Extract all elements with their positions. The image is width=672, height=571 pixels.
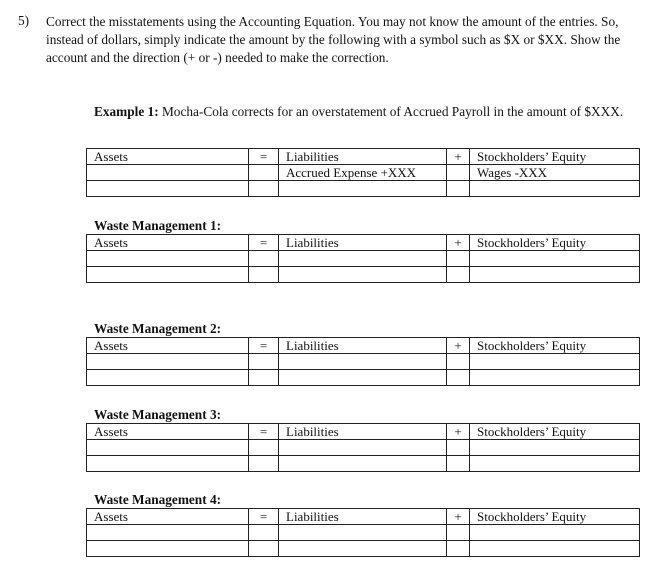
example-heading <box>94 104 634 120</box>
section-label-wm2: Waste Management 2: <box>94 321 222 336</box>
assets-entry[interactable] <box>87 251 249 267</box>
table-row <box>87 440 640 456</box>
liabilities-header: Liabilities <box>279 338 447 354</box>
assets-entry <box>87 165 249 181</box>
equals-cell <box>249 165 279 181</box>
assets-header: Assets <box>87 149 249 165</box>
table-row <box>87 251 640 267</box>
equity-entry[interactable] <box>470 541 640 557</box>
equity-entry[interactable] <box>470 267 640 283</box>
assets-entry[interactable] <box>87 525 249 541</box>
plus-sign: + <box>447 235 470 251</box>
plus-sign: + <box>447 149 470 165</box>
liabilities-header: Liabilities <box>279 149 447 165</box>
equation-table-wm1 <box>86 234 640 283</box>
equation-table-wm3 <box>86 423 640 472</box>
assets-header: Assets <box>87 424 249 440</box>
example-description: Mocha-Cola corrects for an overstatement of Accrued Payroll in the amount of $XXX. <box>161 104 624 119</box>
equity-header: Stockholders’ Equity <box>470 509 640 525</box>
table-row <box>87 541 640 557</box>
table-row <box>87 267 640 283</box>
section-label-wm1: Waste Management 1: <box>94 218 222 233</box>
liability-entry[interactable] <box>279 370 447 386</box>
equity-header: Stockholders’ Equity <box>470 424 640 440</box>
plus-sign: + <box>447 338 470 354</box>
section-label-wm4: Waste Management 4: <box>94 492 222 507</box>
plus-cell <box>447 165 470 181</box>
equity-entry <box>470 181 640 197</box>
equity-entry[interactable] <box>470 456 640 472</box>
liability-entry[interactable] <box>279 251 447 267</box>
equation-table-wm4 <box>86 508 640 557</box>
liability-entry[interactable] <box>279 354 447 370</box>
assets-header: Assets <box>87 509 249 525</box>
table-header-row <box>87 424 640 440</box>
liabilities-header: Liabilities <box>279 424 447 440</box>
assets-entry[interactable] <box>87 456 249 472</box>
equity-entry[interactable] <box>470 440 640 456</box>
equation-table-wm2 <box>86 337 640 386</box>
liabilities-header: Liabilities <box>279 509 447 525</box>
equity-header: Stockholders’ Equity <box>470 149 640 165</box>
equity-entry[interactable] <box>470 525 640 541</box>
liability-entry[interactable] <box>279 525 447 541</box>
table-row <box>87 525 640 541</box>
question-number: 5) <box>18 13 30 28</box>
liability-entry[interactable] <box>279 440 447 456</box>
assets-entry[interactable] <box>87 354 249 370</box>
equity-entry[interactable] <box>470 251 640 267</box>
table-header-row <box>87 509 640 525</box>
table-header-row <box>87 149 640 165</box>
equals-sign: = <box>249 338 279 354</box>
table-row <box>87 165 640 181</box>
plus-sign: + <box>447 509 470 525</box>
equity-header: Stockholders’ Equity <box>470 235 640 251</box>
table-row <box>87 181 640 197</box>
equity-entry[interactable] <box>470 370 640 386</box>
assets-entry[interactable] <box>87 440 249 456</box>
table-row <box>87 370 640 386</box>
equals-sign: = <box>249 509 279 525</box>
example-label: Example 1: <box>94 104 159 119</box>
liability-entry <box>279 181 447 197</box>
table-row <box>87 354 640 370</box>
assets-entry[interactable] <box>87 541 249 557</box>
liability-entry[interactable] <box>279 541 447 557</box>
example-equation-table <box>86 148 640 197</box>
assets-header: Assets <box>87 338 249 354</box>
equity-entry: Wages -XXX <box>470 165 640 181</box>
equity-header: Stockholders’ Equity <box>470 338 640 354</box>
equals-sign: = <box>249 424 279 440</box>
assets-entry <box>87 181 249 197</box>
equals-sign: = <box>249 149 279 165</box>
assets-entry[interactable] <box>87 267 249 283</box>
question-text: Correct the misstatements using the Accounting Equation. You may not know the amount of the entries. So, instead of dollars, simply indicate the amount by the following with a symbol such as $X or $XX. Show the account and the direction (+ or -) needed to make the correction. <box>46 14 621 65</box>
assets-entry[interactable] <box>87 370 249 386</box>
table-row <box>87 456 640 472</box>
liability-entry: Accrued Expense +XXX <box>279 165 447 181</box>
table-header-row <box>87 235 640 251</box>
liability-entry[interactable] <box>279 456 447 472</box>
section-label-wm3: Waste Management 3: <box>94 407 222 422</box>
liability-entry[interactable] <box>279 267 447 283</box>
equity-entry[interactable] <box>470 354 640 370</box>
equals-sign: = <box>249 235 279 251</box>
table-header-row <box>87 338 640 354</box>
assets-header: Assets <box>87 235 249 251</box>
plus-sign: + <box>447 424 470 440</box>
liabilities-header: Liabilities <box>279 235 447 251</box>
